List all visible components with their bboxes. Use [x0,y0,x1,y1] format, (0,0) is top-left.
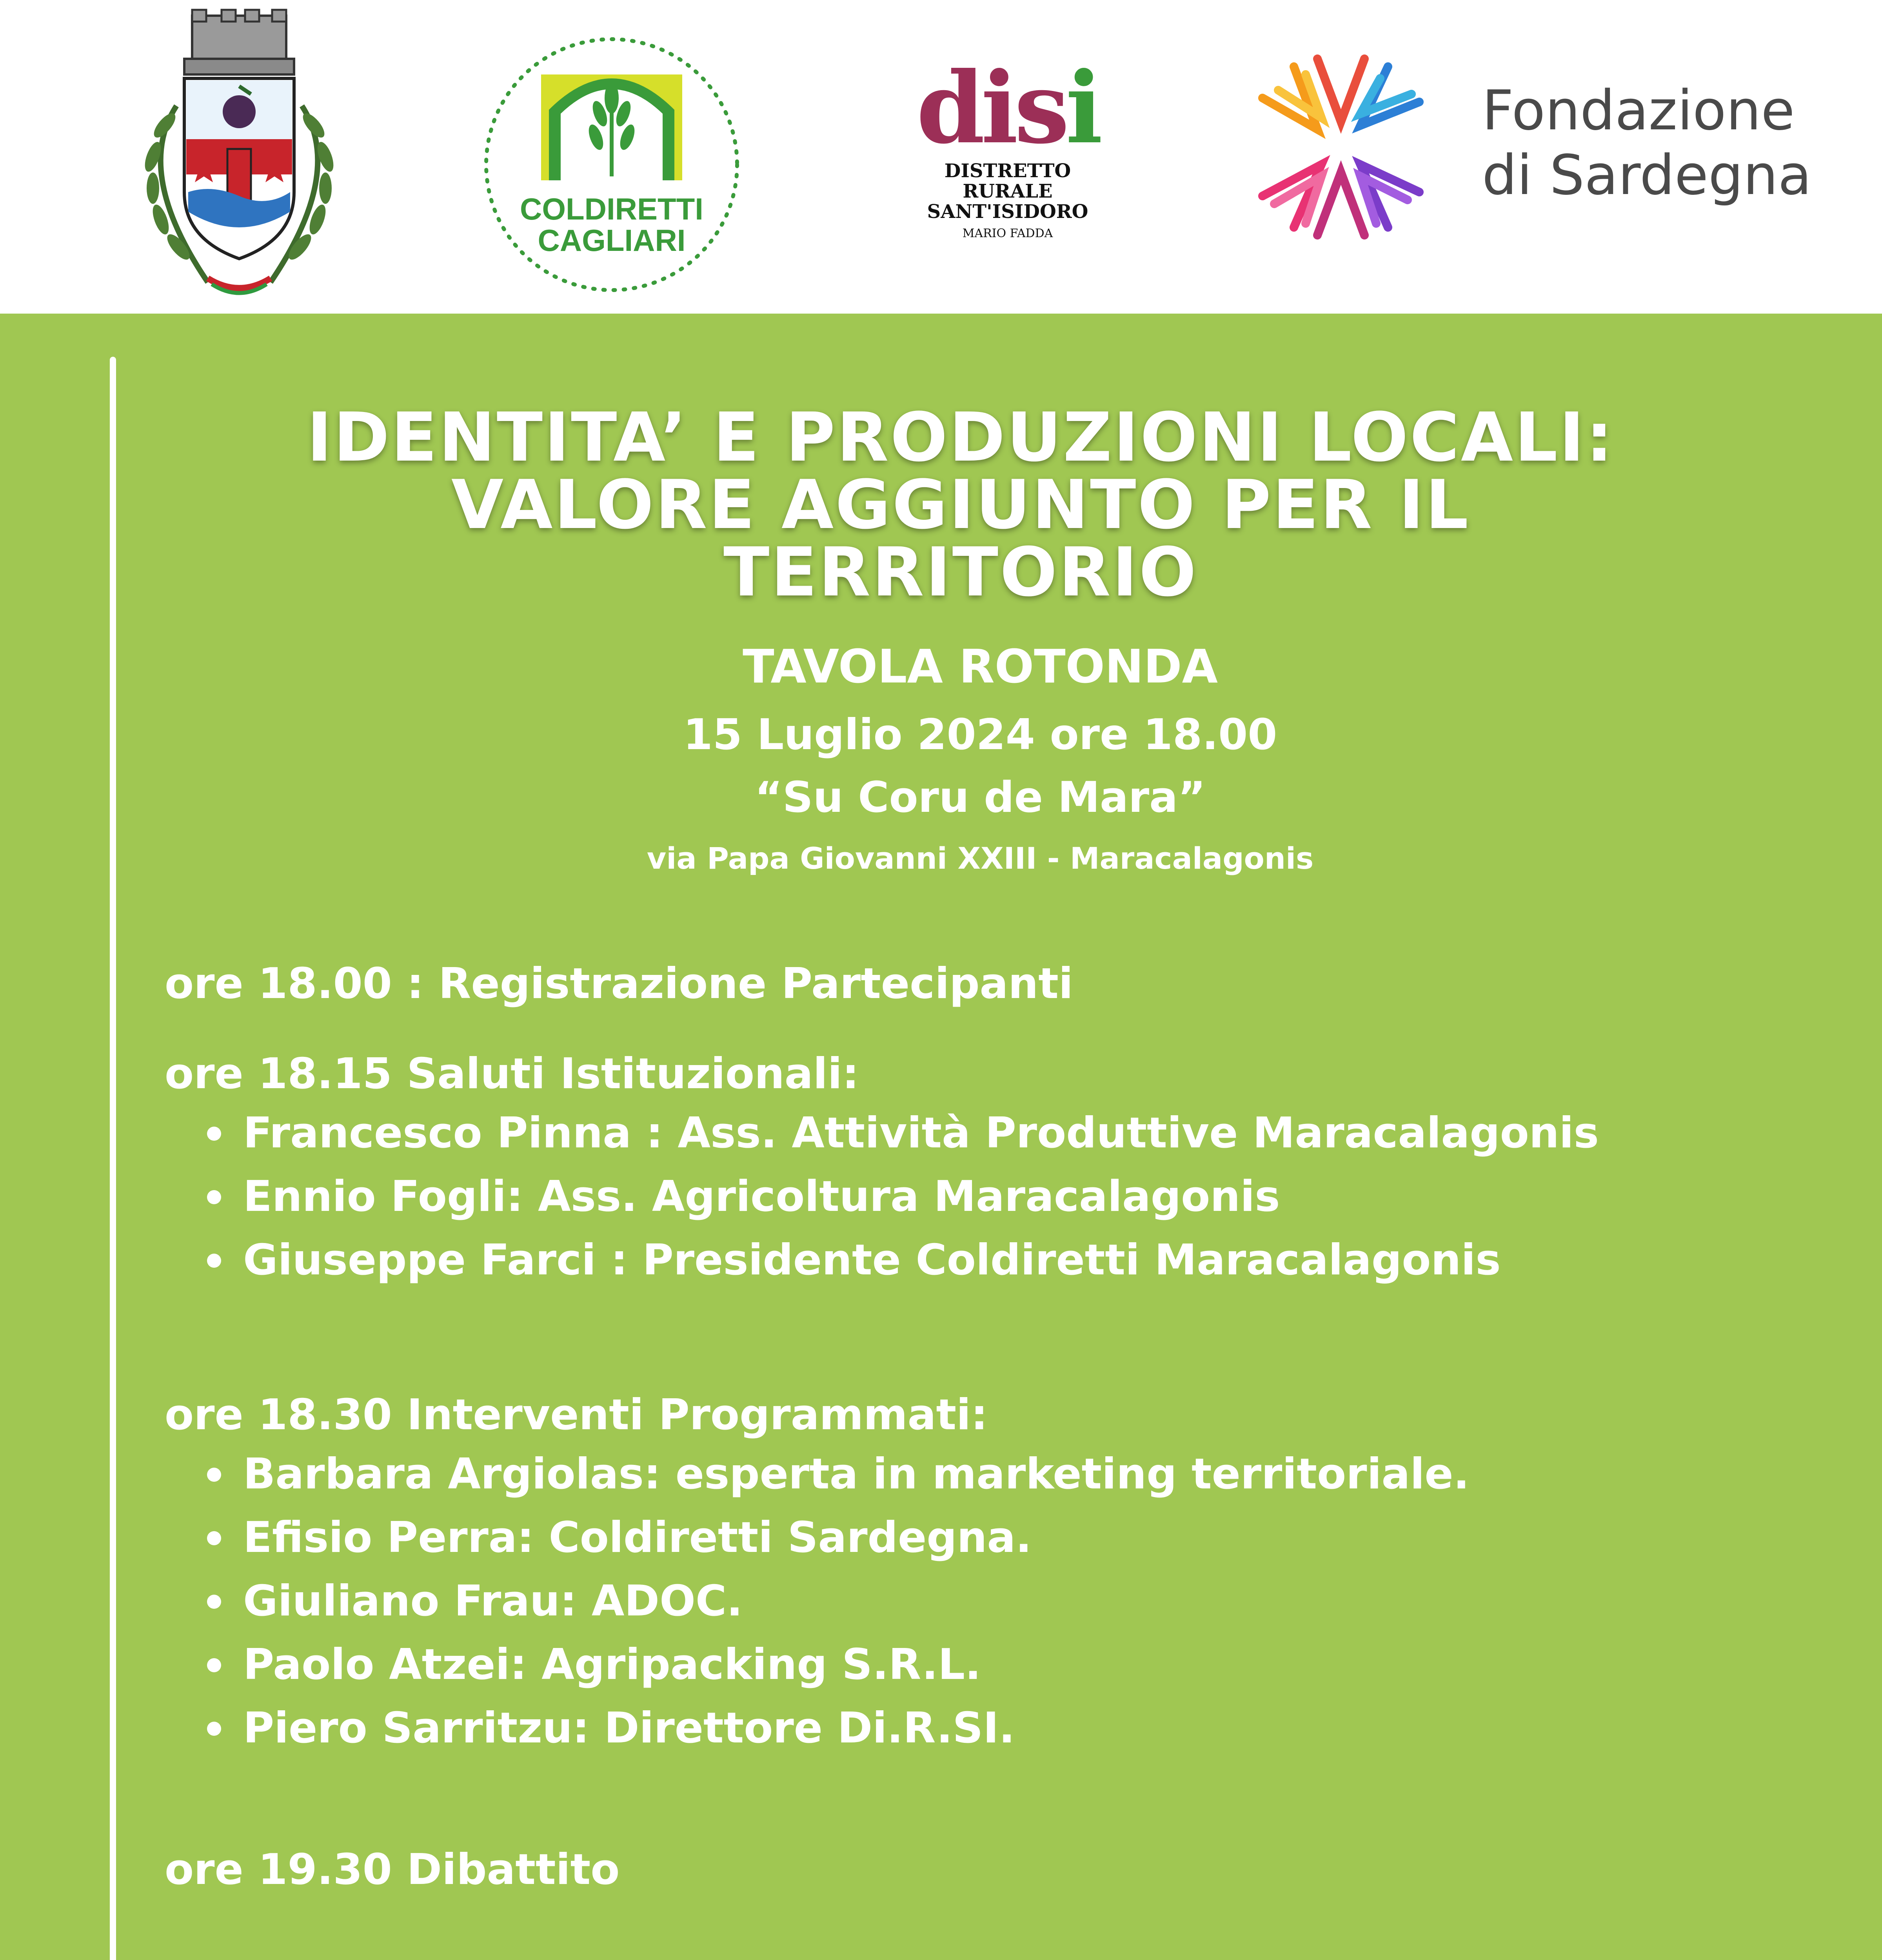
coldiretti-city: CAGLIARI [538,223,686,258]
list-item [165,1443,1470,1506]
coat-of-arms-icon [110,8,369,306]
list-item [165,1570,1470,1633]
disi-distretto-logo [898,50,1117,259]
list-item [165,1165,1599,1229]
program-heading: ore 18.15 Saluti Istituzionali: [165,1049,859,1098]
coldiretti-cagliari-logo [482,31,741,298]
list-item [165,1697,1470,1760]
disi-line-1: DISTRETTO [944,160,1071,182]
bullet-icon [207,1722,221,1736]
list-item [165,1506,1470,1570]
coldiretti-name: COLDIRETTI [520,192,703,226]
list-item [165,1633,1470,1697]
bullet-icon [207,1595,221,1609]
fondazione-star-icon [1239,43,1443,247]
speaker-text: Efisio Perra: Coldiretti Sardegna. [243,1513,1032,1562]
title-line-3: TERRITORIO [723,533,1198,612]
fondazione-sardegna-logo [1239,43,1851,247]
disi-line-4: MARIO FADDA [962,227,1053,240]
speaker-text: Giuseppe Farci : Presidente Coldiretti Maracalagonis [243,1236,1501,1285]
bullet-icon [207,1468,221,1482]
speaker-list [165,1102,1599,1292]
event-panel [0,314,1882,1960]
disi-line-2: RURALE [963,180,1053,202]
event-address: via Papa Giovanni XXIII - Maracalagonis [647,841,1314,876]
program-heading: ore 18.00 : Registrazione Partecipanti [165,959,1073,1008]
event-datetime: 15 Luglio 2024 ore 18.00 [683,710,1277,759]
disi-line-3: SANT'ISIDORO [927,201,1088,223]
bullet-icon [207,1127,221,1141]
program-heading: ore 19.30 Dibattito [165,1845,620,1894]
speaker-text: Barbara Argiolas: esperta in marketing territoriale. [243,1450,1470,1499]
program-section-talks [165,1388,1470,1760]
event-title [129,398,1792,612]
vertical-divider [110,357,116,1960]
title-line-1: IDENTITA’ E PRODUZIONI LOCALI: [307,398,1615,477]
disi-wordmark: disi [916,50,1099,165]
program-section-registration [165,956,1073,1011]
fondazione-line-2: di Sardegna [1482,143,1812,207]
event-venue: “Su Coru de Mara” [754,773,1206,822]
speaker-list [165,1443,1470,1760]
logo-header [0,0,1882,314]
speaker-text: Giuliano Frau: ADOC. [243,1577,743,1626]
bullet-icon [207,1531,221,1545]
program-heading: ore 18.30 Interventi Programmati: [165,1390,988,1439]
speaker-text: Francesco Pinna : Ass. Attività Produttive Maracalagonis [243,1109,1599,1158]
bullet-icon [207,1190,221,1204]
fondazione-line-1: Fondazione [1482,79,1795,143]
bullet-icon [207,1254,221,1268]
program-section-debate [165,1842,619,1897]
speaker-text: Piero Sarritzu: Direttore Di.R.SI. [243,1704,1015,1753]
fondazione-name [1482,78,1858,208]
title-line-2: VALORE AGGIUNTO PER IL [451,465,1470,544]
list-item [165,1102,1599,1165]
list-item [165,1229,1599,1292]
speaker-text: Paolo Atzei: Agripacking S.R.L. [243,1640,981,1689]
event-type: TAVOLA ROTONDA [743,639,1218,693]
municipal-crest-logo [110,8,369,306]
bullet-icon [207,1658,221,1672]
program-section-greetings [165,1047,1599,1292]
speaker-text: Ennio Fogli: Ass. Agricoltura Maracalagonis [243,1172,1280,1221]
